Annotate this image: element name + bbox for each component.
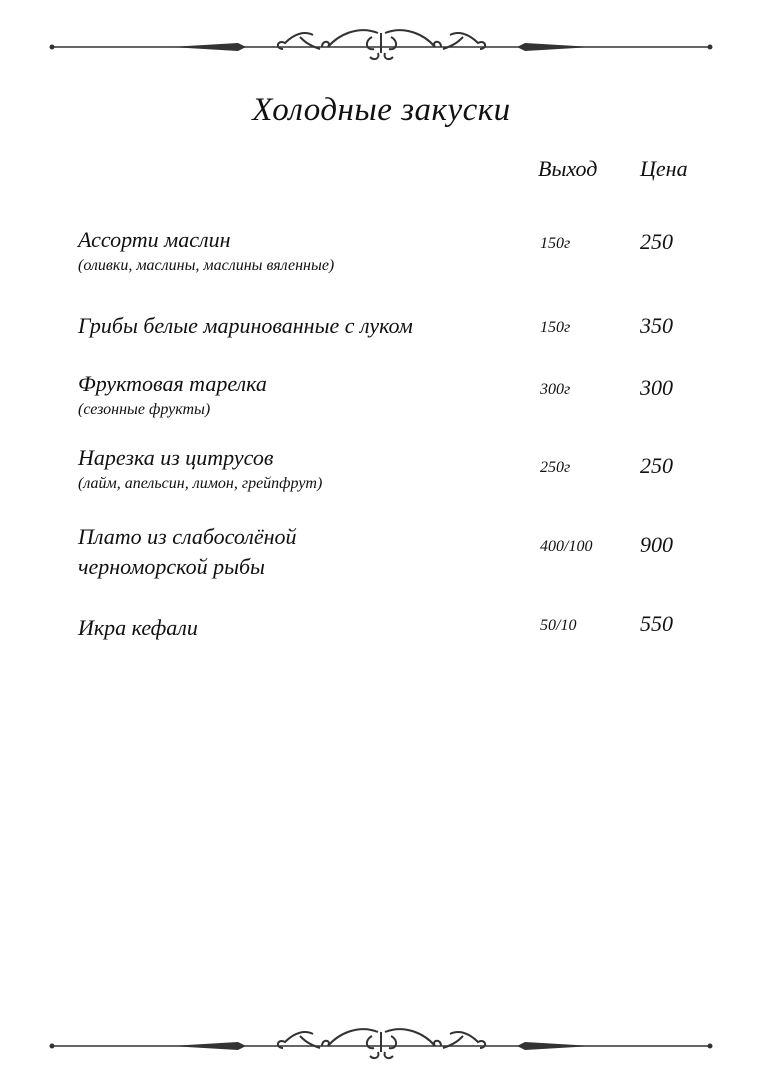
item-name-line2: черноморской рыбы xyxy=(78,554,265,579)
menu-item xyxy=(78,311,718,341)
item-description: (оливки, маслины, маслины вяленные) xyxy=(78,257,335,274)
item-name: Нарезка из цитрусов xyxy=(78,445,274,470)
item-price: 250 xyxy=(640,229,673,254)
item-weight: 50/10 xyxy=(540,617,577,634)
item-price: 350 xyxy=(640,313,673,338)
item-price: 900 xyxy=(640,532,673,557)
item-weight: 150г xyxy=(540,319,571,336)
item-weight: 150г xyxy=(540,235,571,252)
menu-item xyxy=(78,613,718,643)
menu-item xyxy=(78,522,718,582)
item-price: 300 xyxy=(640,375,673,400)
page-title: Холодные закуски xyxy=(252,92,511,128)
menu-item xyxy=(78,225,718,277)
item-name: Фруктовая тарелка xyxy=(78,371,267,396)
item-description: (сезонные фрукты) xyxy=(78,401,211,418)
top-ornament-divider xyxy=(0,27,763,67)
menu-item xyxy=(78,369,718,421)
item-name: Грибы белые маринованные с луком xyxy=(78,313,413,338)
item-name: Плато из слабосолёной xyxy=(78,524,297,549)
column-header-weight: Выход xyxy=(538,156,598,181)
item-price: 550 xyxy=(640,611,673,636)
item-name: Ассорти маслин xyxy=(78,227,231,252)
item-weight: 400/100 xyxy=(540,538,593,555)
menu-item xyxy=(78,443,718,495)
bottom-ornament-divider xyxy=(0,1026,763,1066)
item-description: (лайм, апельсин, лимон, грейпфрут) xyxy=(78,475,323,492)
item-name: Икра кефали xyxy=(78,615,198,640)
column-header-price: Цена xyxy=(640,156,688,181)
item-price: 250 xyxy=(640,453,673,478)
item-weight: 250г xyxy=(540,459,571,476)
item-weight: 300г xyxy=(540,381,571,398)
